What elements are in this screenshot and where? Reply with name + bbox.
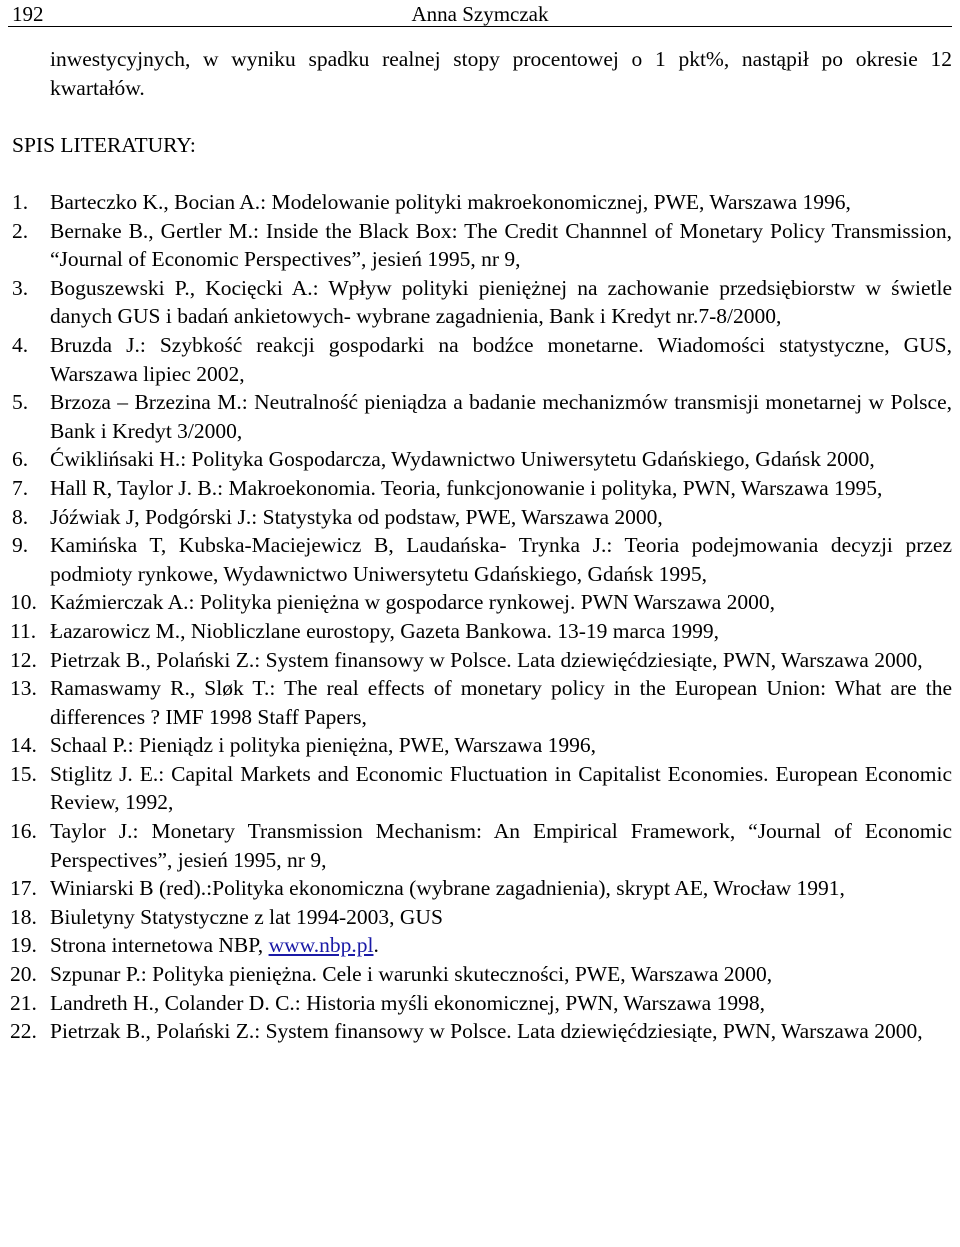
reference-item (0, 817, 960, 874)
reference-number: 11. (10, 618, 37, 643)
reference-number: 3. (12, 275, 29, 300)
reference-number: 5. (12, 390, 29, 415)
reference-item (0, 388, 960, 445)
reference-item (0, 760, 960, 817)
reference-text: Kaźmierczak A.: Polityka pieniężna w gospodarce rynkowej. PWN Warszawa 2000, (50, 590, 776, 615)
nbp-website-link[interactable]: www.nbp.pl (268, 933, 374, 958)
reference-text: Bernake B., Gertler M.: Inside the Black Box: The Credit Channnel of Monetary Policy Transmission, “Journal of Economic Perspectives”, jesień 1995, nr 9, (50, 218, 952, 272)
reference-number: 7. (12, 475, 29, 500)
reference-item (0, 503, 960, 532)
reference-item (0, 445, 960, 474)
reference-item (0, 874, 960, 903)
reference-text: Jóźwiak J, Podgórski J.: Statystyka od podstaw, PWE, Warszawa 2000, (50, 504, 663, 529)
reference-text: Hall R, Taylor J. B.: Makroekonomia. Teoria, funkcjonowanie i polityka, PWN, Warszawa 1995, (50, 475, 883, 500)
reference-text: Barteczko K., Bocian A.: Modelowanie polityki makroekonomicznej, PWE, Warszawa 1996, (50, 190, 851, 214)
reference-number: 14. (10, 733, 37, 758)
section-heading: SPIS LITERATURY: (12, 133, 196, 157)
intro-paragraph: inwestycyjnych, w wyniku spadku realnej stopy procentowej o 1 pkt%, nastąpił po okresie 12 kwartałów. (50, 47, 952, 100)
page-header (8, 0, 952, 27)
reference-text: Boguszewski P., Kocięcki A.: Wpływ polityki pieniężnej na zachowanie przedsiębiorstw w świetle danych GUS i badań ankietowych- wybrane zagadnienia, Bank i Kredyt nr.7-8/2000, (50, 275, 952, 329)
reference-text: Ćwiklińsaki H.: Polityka Gospodarcza, Wydawnictwo Uniwersytetu Gdańskiego, Gdańsk 2000, (50, 447, 875, 472)
reference-text: Winiarski B (red).:Polityka ekonomiczna (wybrane zagadnienia), skrypt AE, Wrocław 1991, (50, 876, 845, 901)
page-number: 192 (12, 2, 44, 26)
running-head: Anna Szymczak (411, 2, 549, 26)
reference-item (0, 731, 960, 760)
reference-text: Brzoza – Brzezina M.: Neutralność pieniądza a badanie mechanizmów transmisji monetarnej w Polsce, Bank i Kredyt 3/2000, (50, 390, 952, 443)
reference-number: 19. (10, 933, 37, 958)
reference-item (0, 474, 960, 503)
reference-number: 13. (10, 676, 37, 701)
reference-list (0, 188, 960, 1046)
reference-text: Kamińska T, Kubska-Maciejewicz B, Laudańska- Trynka J.: Teoria podejmowania decyzji przez podmioty rynkowe, Wydawnictwo Uniwersytetu Gdańskiego, Gdańsk 1995, (50, 533, 952, 586)
reference-text: Taylor J.: Monetary Transmission Mechanism: An Empirical Framework, “Journal of Economic Perspectives”, jesień 1995, nr 9, (50, 819, 952, 872)
reference-item (0, 188, 960, 217)
reference-item (0, 931, 960, 960)
reference-item (0, 646, 960, 675)
reference-number: 9. (12, 533, 29, 558)
reference-text: Biuletyny Statystyczne z lat 1994-2003, GUS (50, 904, 443, 929)
reference-number: 17. (10, 876, 37, 901)
reference-item (0, 960, 960, 989)
reference-item (0, 217, 960, 274)
reference-text-suffix: . (373, 933, 379, 958)
reference-number: 18. (10, 904, 37, 929)
reference-item (0, 989, 960, 1018)
reference-text: Schaal P.: Pieniądz i polityka pieniężna, PWE, Warszawa 1996, (50, 733, 596, 758)
reference-item (0, 674, 960, 731)
reference-text: Strona internetowa NBP, (50, 933, 269, 958)
reference-text: Pietrzak B., Polański Z.: System finansowy w Polsce. Lata dziewięćdziesiąte, PWN, Warszawa 2000, (50, 647, 923, 672)
reference-text: Pietrzak B., Polański Z.: System finansowy w Polsce. Lata dziewięćdziesiąte, PWN, Warszawa 2000, (50, 1019, 923, 1044)
reference-number: 8. (12, 504, 29, 529)
reference-text: Stiglitz J. E.: Capital Markets and Economic Fluctuation in Capitalist Economies. European Economic Review, 1992, (50, 761, 952, 815)
reference-number: 22. (10, 1019, 37, 1044)
reference-text: Bruzda J.: Szybkość reakcji gospodarki na bodźce monetarne. Wiadomości statystyczne, GUS, Warszawa lipiec 2002, (50, 332, 952, 386)
reference-text: Łazarowicz M., Niobliczlane eurostopy, Gazeta Bankowa. 13-19 marca 1999, (50, 618, 720, 643)
reference-number: 1. (12, 190, 29, 214)
reference-number: 4. (12, 332, 29, 357)
reference-number: 21. (10, 990, 37, 1015)
reference-number: 12. (10, 647, 37, 672)
reference-item (0, 903, 960, 932)
reference-item (0, 617, 960, 646)
reference-item (0, 1017, 960, 1046)
reference-number: 16. (10, 819, 37, 844)
reference-text: Landreth H., Colander D. C.: Historia myśli ekonomicznej, PWN, Warszawa 1998, (50, 990, 765, 1015)
reference-number: 20. (10, 962, 37, 987)
reference-item (0, 588, 960, 617)
reference-text: Ramaswamy R., Sløk T.: The real effects of monetary policy in the European Union: What are the differences ? IMF 1998 Staff Papers, (50, 676, 952, 729)
reference-number: 15. (10, 761, 37, 786)
reference-number: 2. (12, 218, 29, 243)
reference-item (0, 274, 960, 331)
reference-text: Szpunar P.: Polityka pieniężna. Cele i warunki skuteczności, PWE, Warszawa 2000, (50, 962, 773, 987)
reference-item (0, 331, 960, 388)
reference-number: 6. (12, 447, 29, 472)
reference-number: 10. (10, 590, 37, 615)
reference-item (0, 531, 960, 588)
